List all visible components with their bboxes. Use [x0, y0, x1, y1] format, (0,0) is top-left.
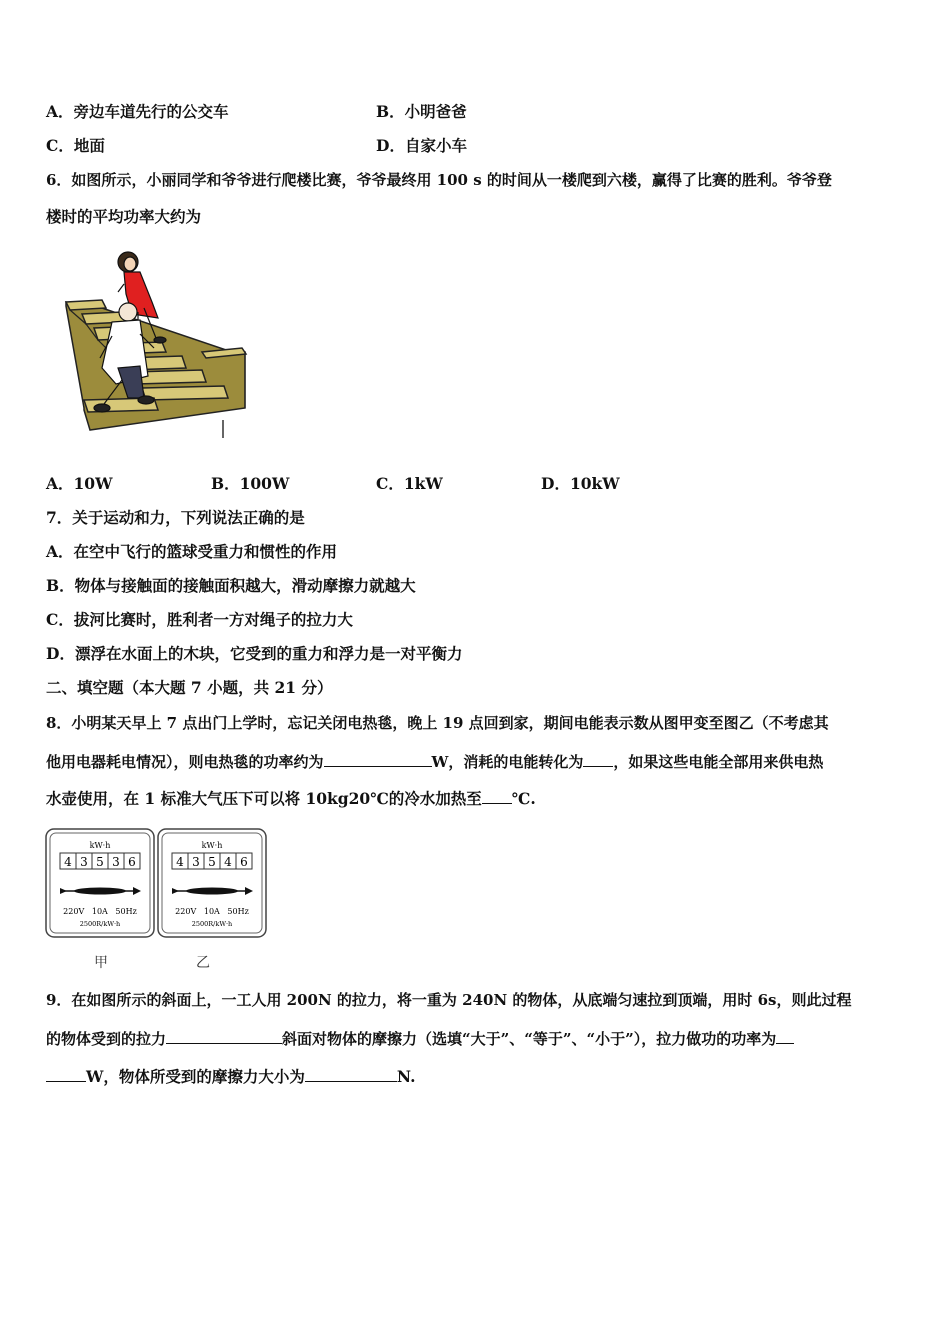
meter-digit: 4	[224, 855, 232, 869]
q7-option-b: B．物体与接触面的接触面积越大，滑动摩擦力就越大	[46, 576, 416, 595]
q6-option-d: D．10kW	[541, 474, 620, 493]
q8-stem-line2	[46, 750, 823, 772]
q8-stem-line3	[46, 787, 536, 809]
q9-blank-power[interactable]	[46, 1065, 86, 1082]
meter-digit: 6	[240, 855, 248, 869]
q7-option-d: D．漂浮在水面上的木块，它受到的重力和浮力是一对平衡力	[46, 644, 463, 663]
meter-rating: 2500R/kW·h	[79, 920, 121, 928]
q9-text-3a: W，物体所受到的摩擦力大小为	[86, 1067, 305, 1086]
meter-digit: 4	[176, 855, 184, 869]
q5-option-a: A．旁边车道先行的公交车	[46, 102, 229, 121]
meter-icon	[45, 828, 155, 938]
q9-text-2b: 斜面对物体的摩擦力（选填“大于”、“等于”、“小于”），拉力做功的功率为	[282, 1030, 777, 1048]
meter-rating: 2500R/kW·h	[191, 920, 233, 928]
q8-text-2c: ，如果这些电能全部用来供电热	[613, 753, 824, 771]
q9-blank-friction[interactable]	[305, 1065, 397, 1082]
q8-text-2a: 他用电器耗电情况），则电热毯的功率约为	[46, 753, 324, 771]
meter-digit: 3	[112, 855, 120, 869]
q9-stem-line2	[46, 1027, 794, 1049]
q8-blank-energy-form[interactable]	[583, 750, 613, 767]
q8-text-3b: ℃.	[511, 789, 536, 808]
q8-text-3a: 水壶使用，在 1 标准大气压下可以将 10kg20℃的冷水加热至	[46, 789, 482, 808]
q6-option-a: A．10W	[46, 474, 113, 493]
q6-option-c: C．1kW	[376, 474, 443, 493]
meter-icon	[157, 828, 267, 938]
meter-digit: 3	[80, 855, 88, 869]
electric-meter-yi	[157, 828, 267, 938]
q5-option-b: B．小明爸爸	[376, 102, 467, 121]
q6-option-b: B．100W	[211, 474, 290, 493]
meter-specs: 220V 10A 50Hz	[175, 907, 249, 916]
q7-option-c: C．拔河比赛时，胜利者一方对绳子的拉力大	[46, 610, 353, 629]
q7-option-a: A．在空中飞行的篮球受重力和惯性的作用	[46, 542, 338, 561]
stair-climbing-figure	[62, 248, 252, 440]
meter-digit: 6	[128, 855, 136, 869]
meter-digit: 3	[192, 855, 200, 869]
q5-option-d: D．自家小车	[376, 136, 467, 155]
q8-text-2b: W，消耗的电能转化为	[431, 753, 584, 771]
q9-blank-power-start[interactable]	[776, 1027, 794, 1044]
q7-stem: 7．关于运动和力，下列说法正确的是	[46, 508, 305, 527]
q9-blank-compare[interactable]	[166, 1027, 282, 1044]
q9-stem-line1: 9．在如图所示的斜面上，一工人用 200N 的拉力，将一重为 240N 的物体，从底端匀速拉到顶端，用时 6s，则此过程	[46, 991, 852, 1009]
stairs-illustration-icon	[62, 248, 252, 440]
meter-unit: kW·h	[89, 841, 111, 850]
q9-text-3b: N.	[396, 1067, 416, 1086]
electric-meter-jia	[45, 828, 155, 938]
q8-blank-temperature[interactable]	[482, 787, 512, 804]
meter-digit: 5	[208, 855, 216, 869]
q8-stem-line1: 8．小明某天早上 7 点出门上学时，忘记关闭电热毯，晚上 19 点回到家，期间电能表示数从图甲变至图乙（不考虑其	[46, 714, 829, 732]
q5-option-c: C．地面	[46, 136, 105, 155]
section-heading: 二、填空题（本大题 7 小题，共 21 分）	[46, 678, 333, 697]
q6-stem-line1: 6．如图所示，小丽同学和爷爷进行爬楼比赛，爷爷最终用 100 s 的时间从一楼爬到六楼，赢得了比赛的胜利。爷爷登	[46, 171, 832, 189]
meter-unit: kW·h	[201, 841, 223, 850]
q9-text-2a: 的物体受到的拉力	[46, 1030, 167, 1048]
meter-digit: 5	[96, 855, 104, 869]
q8-blank-power[interactable]	[324, 750, 432, 767]
q9-stem-line3	[46, 1065, 416, 1087]
meter-specs: 220V 10A 50Hz	[63, 907, 137, 916]
meter-digit: 4	[64, 855, 72, 869]
q6-stem-line2: 楼时的平均功率大约为	[46, 207, 202, 226]
meter-label-jia: 甲	[94, 955, 108, 971]
meter-label-yi: 乙	[196, 955, 210, 971]
